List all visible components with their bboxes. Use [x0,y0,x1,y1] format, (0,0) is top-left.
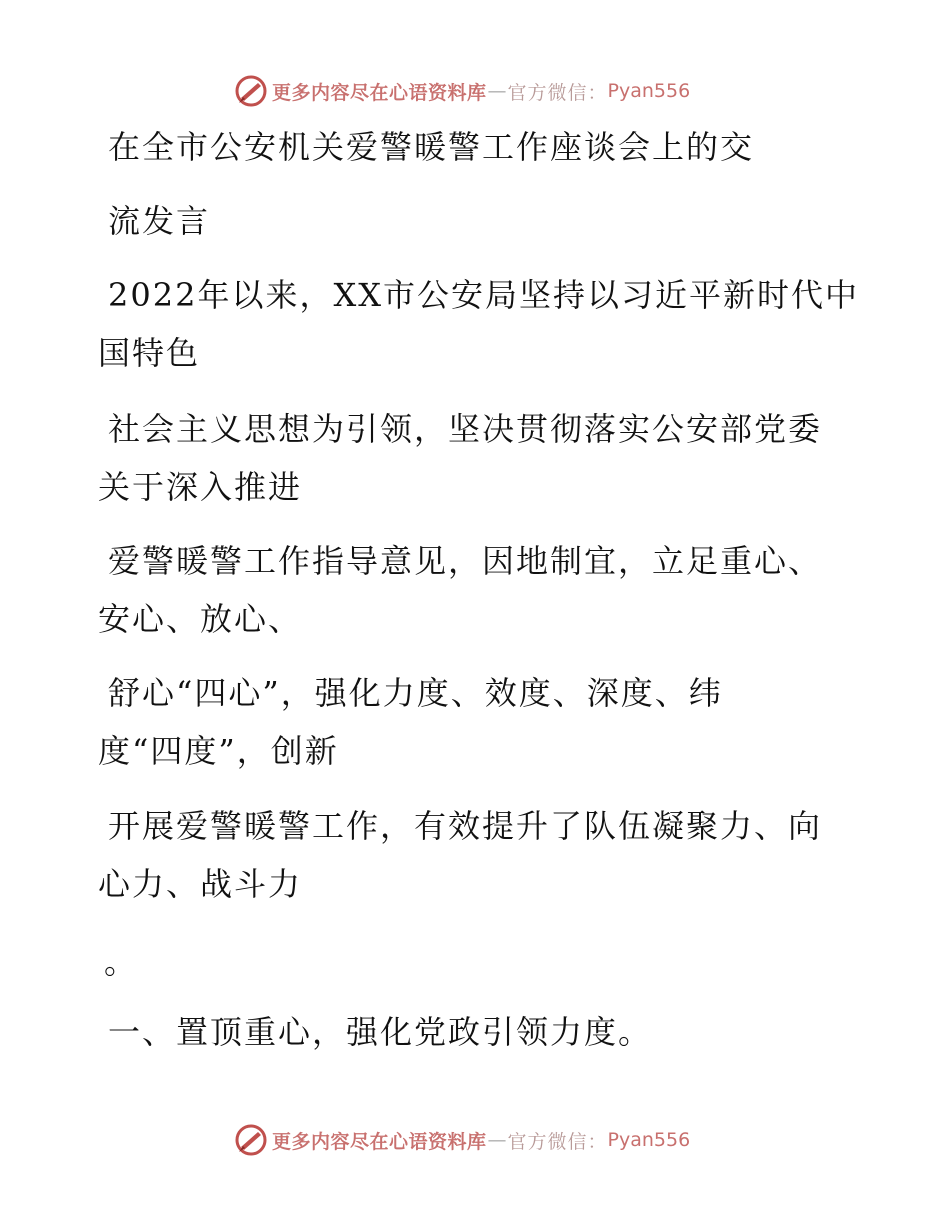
watermark-wechat-label: 官方微信： [507,1130,608,1153]
section-heading-1: 一、置顶重心，强化党政引领力度。 [108,1013,653,1051]
document-title-line-1: 在全市公安机关爱警暖警工作座谈会上的交 [108,128,755,166]
paragraph-5-line-1: 开展爱警暖警工作，有效提升了队伍凝聚力、向 [108,807,823,845]
watermark-site-text: 更多内容尽在心语资料库 [272,81,487,104]
watermark-wechat-id: Pyan556 [607,1129,691,1151]
paragraph-5-line-2: 心力、战斗力 [98,865,303,903]
paragraph-3-line-1: 爱警暖警工作指导意见，因地制宜，立足重心、 [108,542,823,580]
watermark-wechat-label: 官方微信： [507,81,608,104]
watermark-dash: — [487,1129,507,1151]
watermark-site-text: 更多内容尽在心语资料库 [272,1130,487,1153]
paragraph-4-line-1: 舒心“四心”，强化力度、效度、深度、纬 [108,674,723,712]
paragraph-1-line-2: 国特色 [98,334,201,372]
paragraph-2-line-1: 社会主义思想为引领，坚决贯彻落实公安部党委 [108,410,823,448]
paragraph-2-line-2: 关于深入推进 [98,468,303,506]
watermark-banner-bottom [234,1122,690,1158]
paragraph-3-line-2: 安心、放心、 [98,600,303,638]
paragraph-4-line-2: 度“四度”，创新 [98,732,339,770]
watermark-wechat-id: Pyan556 [607,80,691,102]
document-title-line-2: 流发言 [108,202,211,240]
paragraph-6-line-1: 。 [104,943,139,981]
paragraph-1-line-1: 2022年以来，XX市公安局坚持以习近平新时代中 [108,276,860,314]
watermark-dash: — [487,80,507,102]
pen-logo-icon [234,1123,268,1157]
